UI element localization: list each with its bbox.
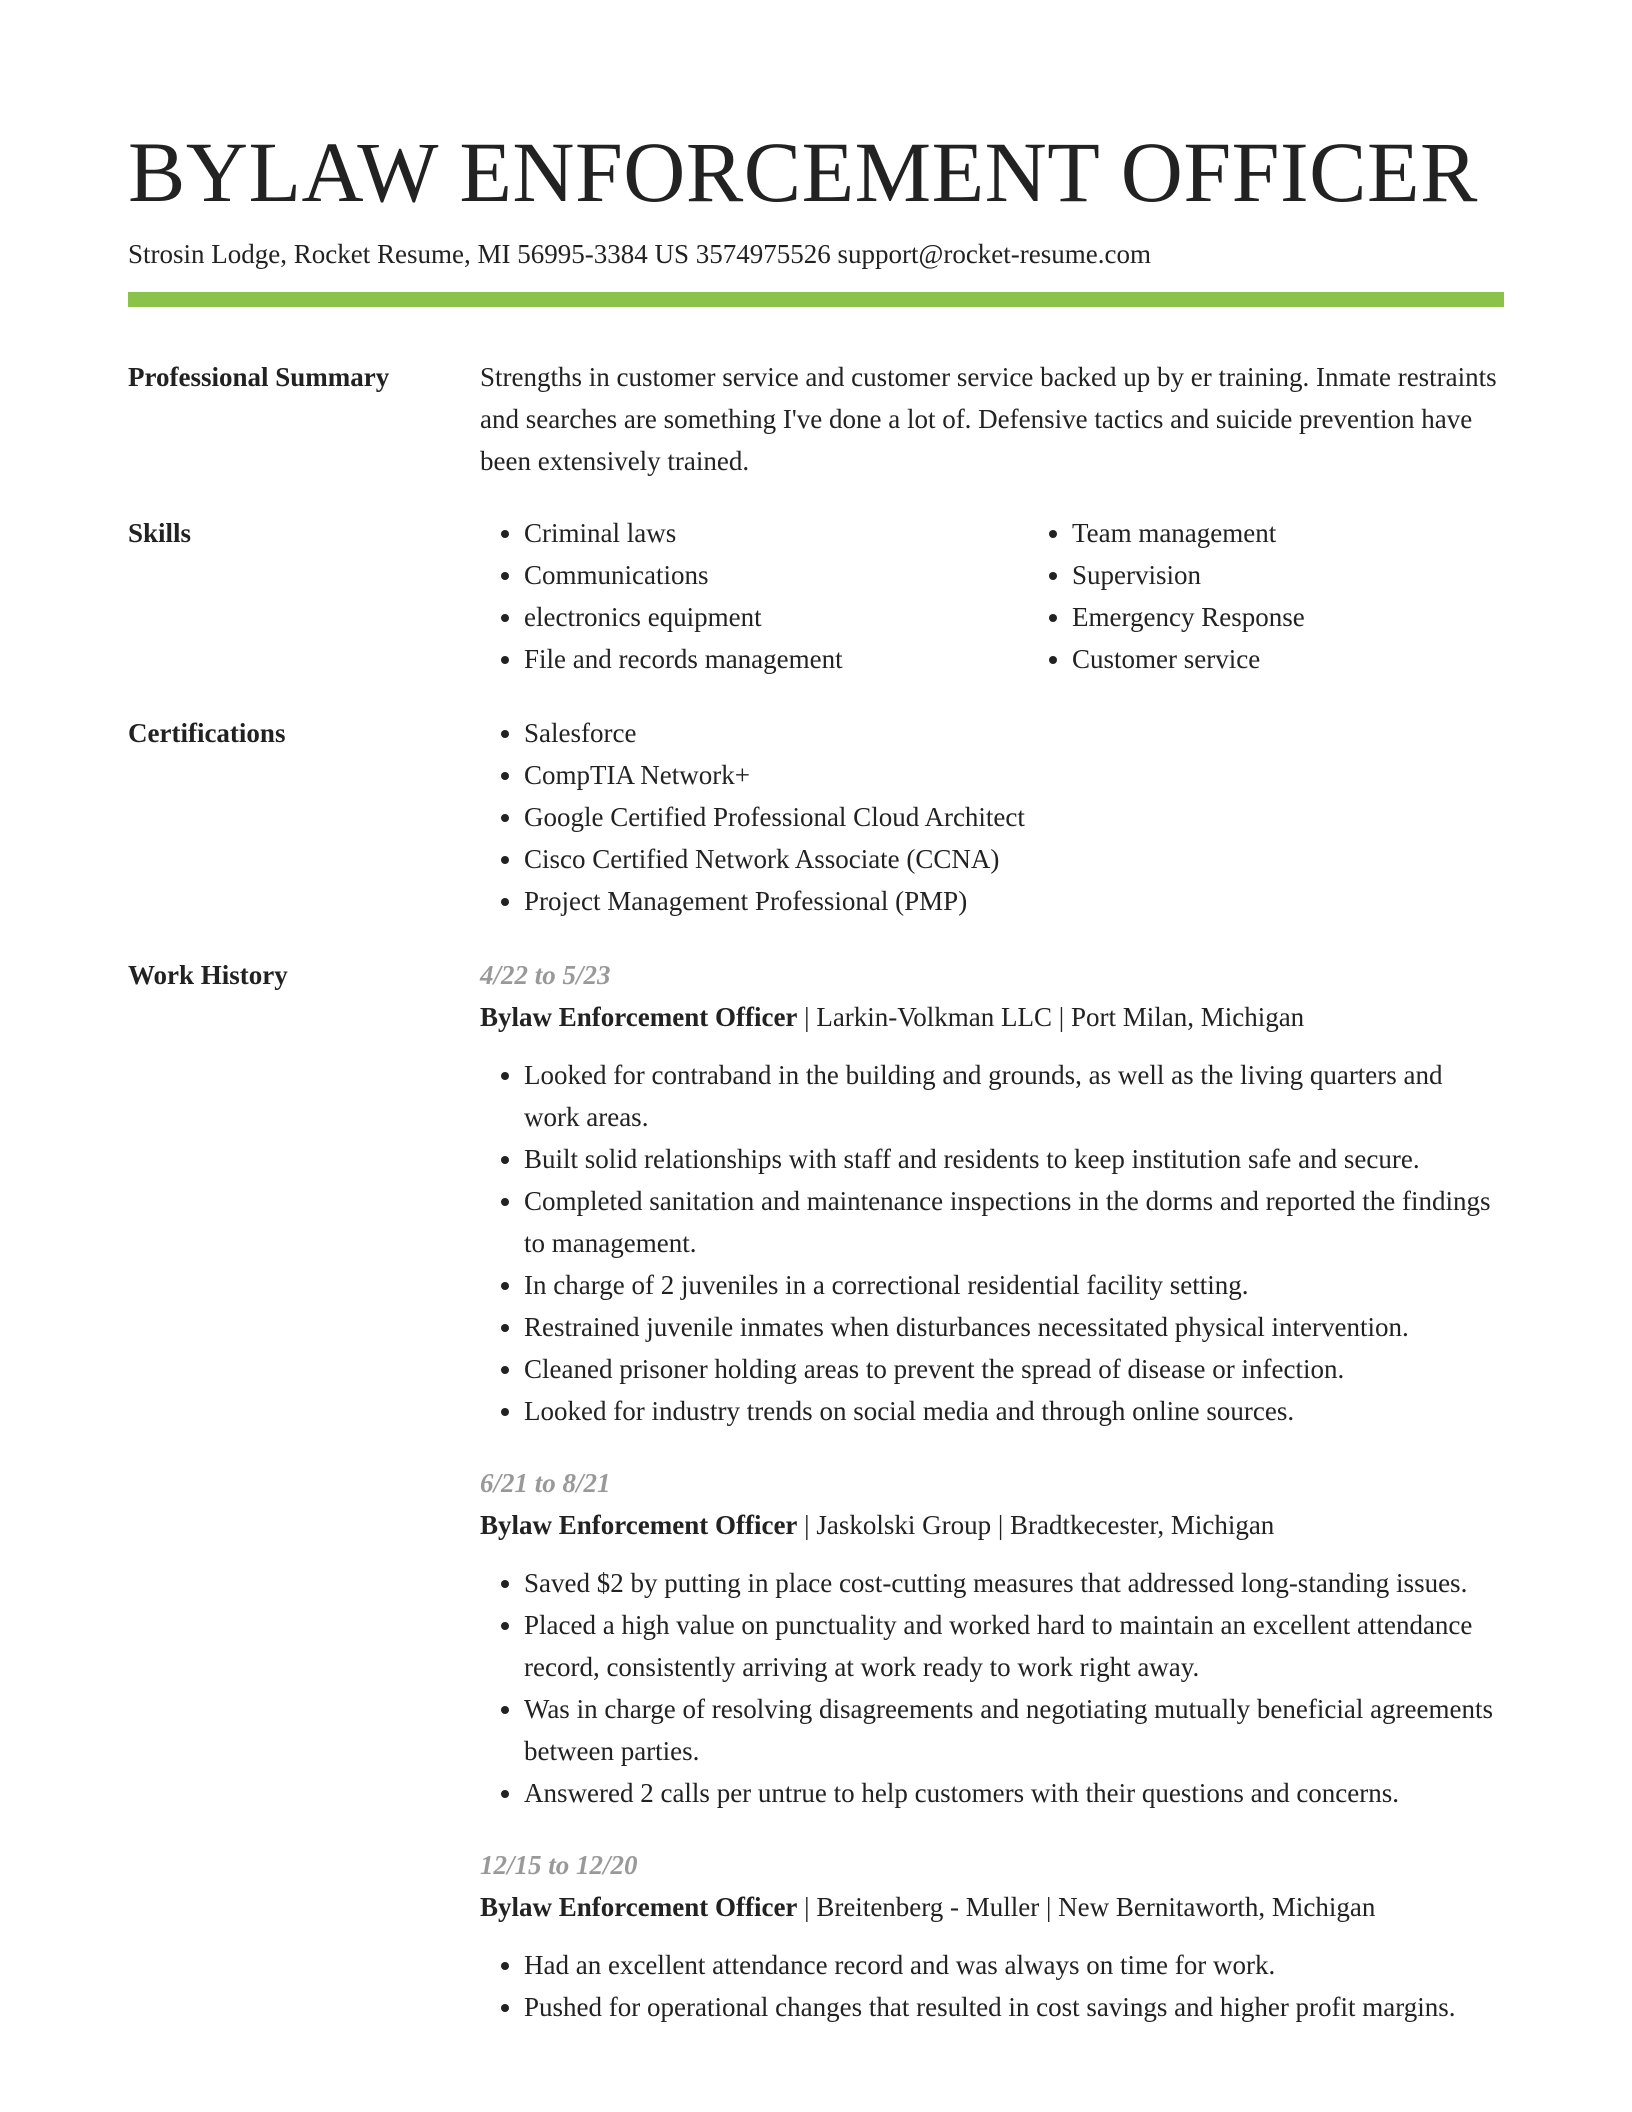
skill-item: • Team management <box>1072 512 1305 554</box>
job-bullet: • Pushed for operational changes that resulted in cost savings and higher profit margins. <box>524 1986 1504 2028</box>
skill-item: • File and records management <box>524 638 1028 680</box>
job-bullet: • Answered 2 calls per untrue to help customers with their questions and concerns. <box>524 1772 1504 1814</box>
job-header <box>480 1504 1504 1546</box>
job-header <box>480 1886 1504 1928</box>
work-history-section <box>128 954 1504 2028</box>
skills-list-right <box>1028 512 1305 680</box>
skill-item: • electronics equipment <box>524 596 1028 638</box>
job-bullet: • Placed a high value on punctuality and worked hard to maintain an excellent attendance record, consistently arriving at work ready to work right away. <box>524 1604 1504 1688</box>
certification-item: • Salesforce <box>524 712 1504 754</box>
certification-item: • Cisco Certified Network Associate (CCNA) <box>524 838 1504 880</box>
certifications-section <box>128 712 1504 922</box>
certification-item: • Project Management Professional (PMP) <box>524 880 1504 922</box>
job-bullet: • Cleaned prisoner holding areas to prevent the spread of disease or infection. <box>524 1348 1504 1390</box>
job-bullet: • Looked for industry trends on social media and through online sources. <box>524 1390 1504 1432</box>
section-label-work-history: Work History <box>128 960 288 990</box>
job-bullet: • In charge of 2 juveniles in a correctional residential facility setting. <box>524 1264 1504 1306</box>
job-title: Bylaw Enforcement Officer <box>480 1892 798 1922</box>
job-bullet: • Was in charge of resolving disagreements and negotiating mutually beneficial agreements between parties. <box>524 1688 1504 1772</box>
job-header <box>480 996 1504 1038</box>
job-bullets <box>480 1054 1504 1432</box>
summary-section <box>128 356 1504 482</box>
skill-item: • Supervision <box>1072 554 1305 596</box>
job-entry <box>480 1462 1504 1814</box>
certification-item: • CompTIA Network+ <box>524 754 1504 796</box>
job-bullet: • Built solid relationships with staff and residents to keep institution safe and secure. <box>524 1138 1504 1180</box>
job-bullet: • Restrained juvenile inmates when disturbances necessitated physical intervention. <box>524 1306 1504 1348</box>
job-title: Bylaw Enforcement Officer <box>480 1510 798 1540</box>
job-bullets <box>480 1562 1504 1814</box>
resume-title: BYLAW ENFORCEMENT OFFICER <box>128 124 1478 220</box>
job-employer-location: | Jaskolski Group | Bradtkecester, Michigan <box>797 1510 1275 1540</box>
skill-item: • Communications <box>524 554 1028 596</box>
job-employer-location: | Breitenberg - Muller | New Bernitaworth, Michigan <box>797 1892 1376 1922</box>
summary-text: Strengths in customer service and customer service backed up by er training. Inmate restraints and searches are something I've done a lot of. Defensive tactics and suicide prevention have been extensively trained. <box>480 362 1497 476</box>
skills-section <box>128 512 1504 680</box>
skills-list-left <box>480 512 1028 680</box>
contact-line: Strosin Lodge, Rocket Resume, MI 56995-3384 US 3574975526 support@rocket-resume.com <box>128 239 1151 269</box>
job-title: Bylaw Enforcement Officer <box>480 1002 798 1032</box>
job-entry <box>480 1844 1504 2028</box>
job-dates: 6/21 to 8/21 <box>480 1468 611 1498</box>
skill-item: • Emergency Response <box>1072 596 1305 638</box>
job-dates: 12/15 to 12/20 <box>480 1850 638 1880</box>
section-label-summary: Professional Summary <box>128 362 390 392</box>
section-label-skills: Skills <box>128 518 192 548</box>
job-employer-location: | Larkin-Volkman LLC | Port Milan, Michigan <box>797 1002 1305 1032</box>
job-bullets <box>480 1944 1504 2028</box>
job-bullet: • Looked for contraband in the building and grounds, as well as the living quarters and work areas. <box>524 1054 1504 1138</box>
job-bullet: • Had an excellent attendance record and was always on time for work. <box>524 1944 1504 1986</box>
job-bullet: • Completed sanitation and maintenance inspections in the dorms and reported the findings to management. <box>524 1180 1504 1264</box>
section-label-certifications: Certifications <box>128 718 286 748</box>
certification-item: • Google Certified Professional Cloud Architect <box>524 796 1504 838</box>
job-entry <box>480 954 1504 1432</box>
skill-item: • Criminal laws <box>524 512 1028 554</box>
skill-item: • Customer service <box>1072 638 1305 680</box>
accent-divider <box>128 292 1504 307</box>
certifications-list <box>480 712 1504 922</box>
job-bullet: • Saved $2 by putting in place cost-cutting measures that addressed long-standing issues. <box>524 1562 1504 1604</box>
job-dates: 4/22 to 5/23 <box>480 960 611 990</box>
